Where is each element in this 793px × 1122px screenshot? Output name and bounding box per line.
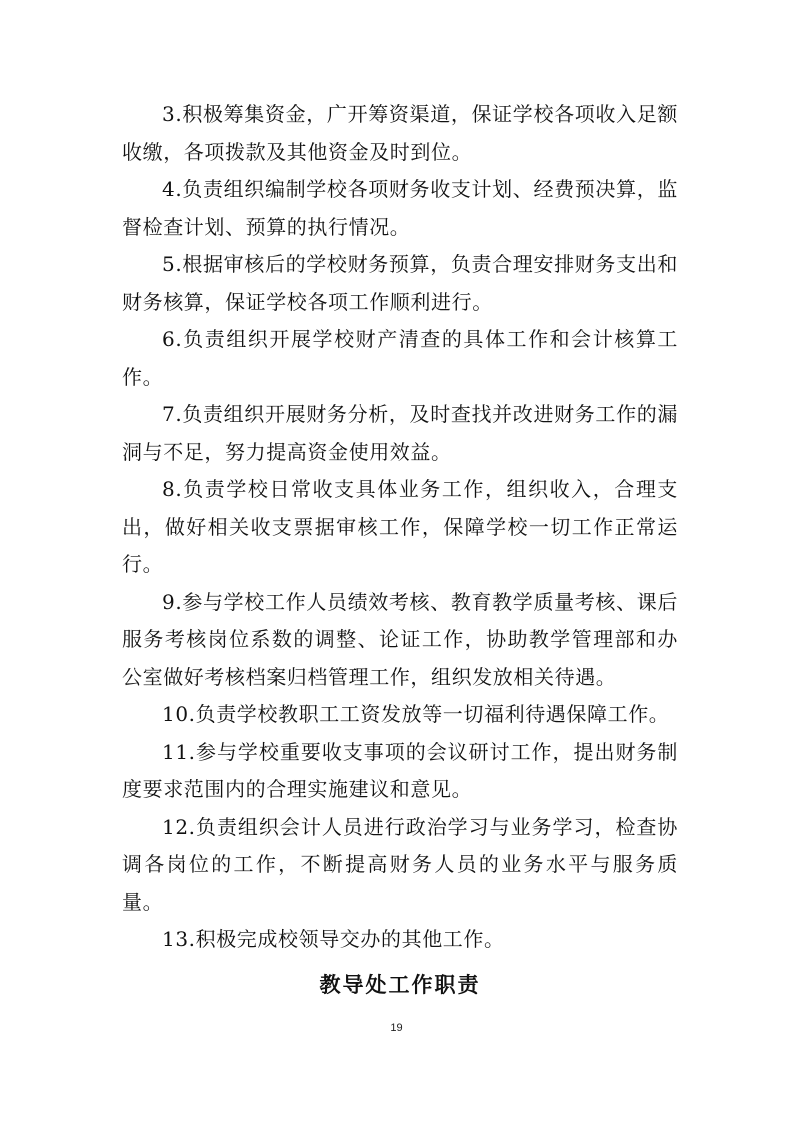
duty-item-9: 9.参与学校工作人员绩效考核、教育教学质量考核、课后服务考核岗位系数的调整、论证工作，协助教学管理部和办公室做好考核档案归档管理工作，组织发放相关待遇。 [122, 589, 678, 689]
document-body [122, 96, 678, 1005]
duty-item-13: 13.积极完成校领导交办的其他工作。 [162, 927, 505, 951]
duty-item-4: 4.负责组织编制学校各项财务收支计划、经费预决算，监督检查计划、预算的执行情况。 [122, 177, 678, 239]
duty-item-5: 5.根据审核后的学校财务预算，负责合理安排财务支出和财务核算，保证学校各项工作顺利进行。 [122, 252, 678, 314]
duty-item-10: 10.负责学校教职工工资发放等一切福利待遇保障工作。 [162, 702, 670, 726]
section-heading: 教导处工作职责 [319, 972, 481, 997]
duty-item-3: 3.积极筹集资金，广开筹资渠道，保证学校各项收入足额收缴，各项拨款及其他资金及时到位。 [122, 102, 678, 164]
duty-item-12: 12.负责组织会计人员进行政治学习与业务学习，检查协调各岗位的工作，不断提高财务人员的业务水平与服务质量。 [122, 814, 678, 914]
duty-item-6: 6.负责组织开展学校财产清查的具体工作和会计核算工作。 [122, 327, 678, 389]
duty-item-7: 7.负责组织开展财务分析，及时查找并改进财务工作的漏洞与不足，努力提高资金使用效益。 [122, 402, 678, 464]
duty-item-8: 8.负责学校日常收支具体业务工作，组织收入，合理支出，做好相关收支票据审核工作，保障学校一切工作正常运行。 [122, 477, 678, 576]
page-number: 19 [390, 1022, 403, 1034]
duty-item-11: 11.参与学校重要收支事项的会议研讨工作，提出财务制度要求范围内的合理实施建议和意见。 [122, 739, 678, 801]
